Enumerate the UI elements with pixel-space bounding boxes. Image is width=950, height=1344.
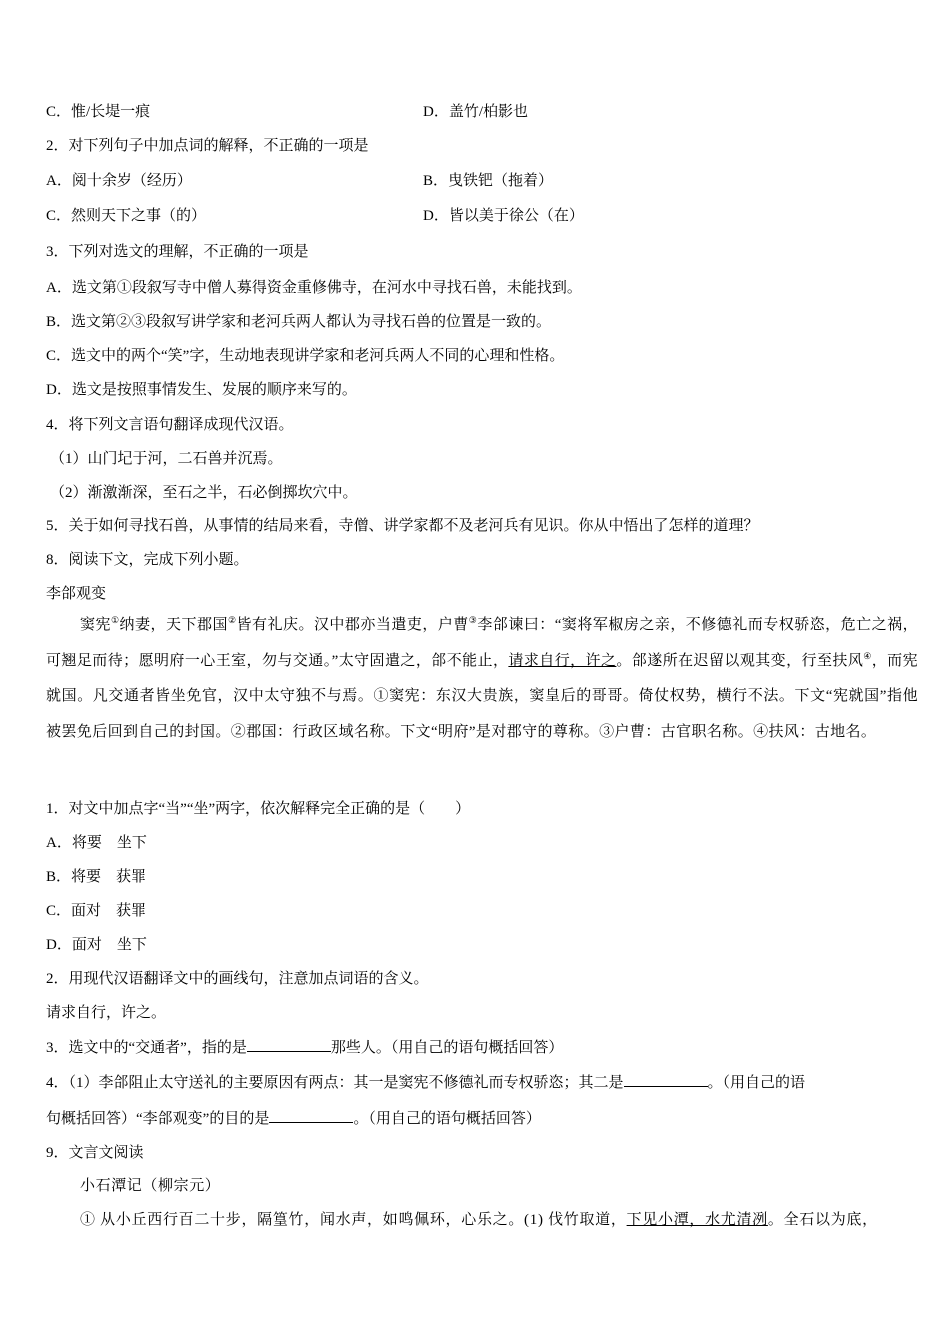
option-d-prev: D．盖竹/柏影也 (423, 104, 529, 120)
underlined-sentence: 请求自行，许之 (508, 652, 617, 669)
subquestion-1-option-c: C．面对 获罪 (46, 903, 147, 919)
subquestion-1-stem: 1．对文中加点字“当”“坐”两字，依次解释完全正确的是（ ） (46, 801, 471, 817)
question-4-item-1: （1）山门圮于河，二石兽并沉焉。 (50, 451, 283, 467)
question-2-options-ab (46, 171, 554, 191)
passage-body: 窦宪①纳妻，天下郡国②皆有礼庆。汉中郡亦当遣吏，户曹③李郃谏曰：“窦将军椒房之亲，不修德礼而专权骄恣，危亡之祸，可翘足而待；愿明府一心王室，勿与交通。”太守固遣之，郃不能止，请求自行，许之。郃遂所在迟留以观其变，行至扶风④，而宪就国。凡交通者皆坐免官，汉中太守独不与焉。①窦宪：东汉大贵族，窦皇后的哥哥。倚仗权势，横行不法。下文“宪就国”指他被罢免后回到自己的封国。②郡国：行政区域名称。下文“明府”是对郡守的尊称。③户曹：古官职名称。④扶风：古地名。 (46, 615, 919, 740)
question-9-stem: 9．文言文阅读 (46, 1145, 144, 1161)
question-3-option-c: C．选文中的两个“笑”字，生动地表现讲学家和老河兵两人不同的心理和性格。 (46, 348, 565, 364)
question-4-stem: 4．将下列文言语句翻译成现代汉语。 (46, 417, 294, 433)
subquestion-2-sentence: 请求自行，许之。 (46, 1005, 167, 1021)
subquestion-1-option-a: A．将要 坐下 (46, 835, 147, 851)
subquestion-4-line-2: 句概括回答）“李郃观变”的目的是 。（用自己的语句概括回答） (46, 1108, 541, 1129)
option-c-prev: C．惟/长堤一痕 D．盖竹/柏影也 (46, 104, 529, 120)
question-2-option-d: D．皆以美于徐公（在） (423, 208, 584, 224)
footnote-marker-1: ① (110, 615, 120, 625)
question-3-option-a: A．选文第①段叙写寺中僧人募得资金重修佛寺，在河水中寻找石兽，未能找到。 (46, 280, 582, 296)
question-8-stem: 8．阅读下文，完成下列小题。 (46, 552, 249, 568)
question-2-options-cd (46, 206, 584, 226)
subquestion-4-line-1: 4．（1）李郃阻止太守送礼的主要原因有两点：其一是窦宪不修德礼而专权骄恣；其二是 。（用自己的语 (46, 1072, 805, 1093)
underlined-sentence: 下见小潭，水尤清冽 (626, 1212, 768, 1228)
footnote-marker-4: ④ (863, 650, 872, 661)
question-2-option-c: C．然则天下之事（的） (46, 208, 207, 224)
question-2-option-b: B．曳铁钯（拖着） (423, 173, 554, 189)
question-2-option-a: A．阅十余岁（经历） (46, 173, 192, 189)
question-3-option-b: B．选文第②③段叙写讲学家和老河兵两人都认为寻找石兽的位置是一致的。 (46, 314, 552, 330)
question-5-stem: 5．关于如何寻找石兽，从事情的结局来看，寺僧、讲学家都不及老河兵有见识。你从中悟出了怎样的道理？ (46, 518, 759, 534)
subquestion-1-option-d: D．面对 坐下 (46, 937, 147, 953)
answer-blank[interactable] (247, 1037, 331, 1052)
subquestion-2-stem: 2．用现代汉语翻译文中的画线句，注意加点词语的含义。 (46, 971, 429, 987)
footnote-marker-2: ② (227, 615, 237, 625)
subquestion-3-stem: 3．选文中的“交通者”，指的是 那些人。（用自己的语句概括回答） (46, 1037, 563, 1058)
passage-title: 李郃观变 (46, 586, 107, 602)
question-3-stem: 3．下列对选文的理解，不正确的一项是 (46, 244, 309, 260)
subquestion-1-option-b: B．将要 获罪 (46, 869, 147, 885)
answer-blank[interactable] (624, 1072, 708, 1087)
question-9-title: 小石潭记（柳宗元） (80, 1178, 221, 1194)
answer-blank[interactable] (269, 1108, 353, 1123)
question-2-stem: 2．对下列句子中加点词的解释，不正确的一项是 (46, 138, 369, 154)
question-4-item-2: （2）渐激渐深，至石之半，石必倒掷坎穴中。 (50, 485, 358, 501)
footnote-marker-3: ③ (468, 615, 478, 625)
question-9-passage-line: ① 从小丘西行百二十步，隔篁竹，闻水声，如鸣佩环，心乐之。(1) 伐竹取道，下见小潭，水尤清冽。全石以为底， (80, 1212, 878, 1228)
question-3-option-d: D．选文是按照事情发生、发展的顺序来写的。 (46, 382, 357, 398)
